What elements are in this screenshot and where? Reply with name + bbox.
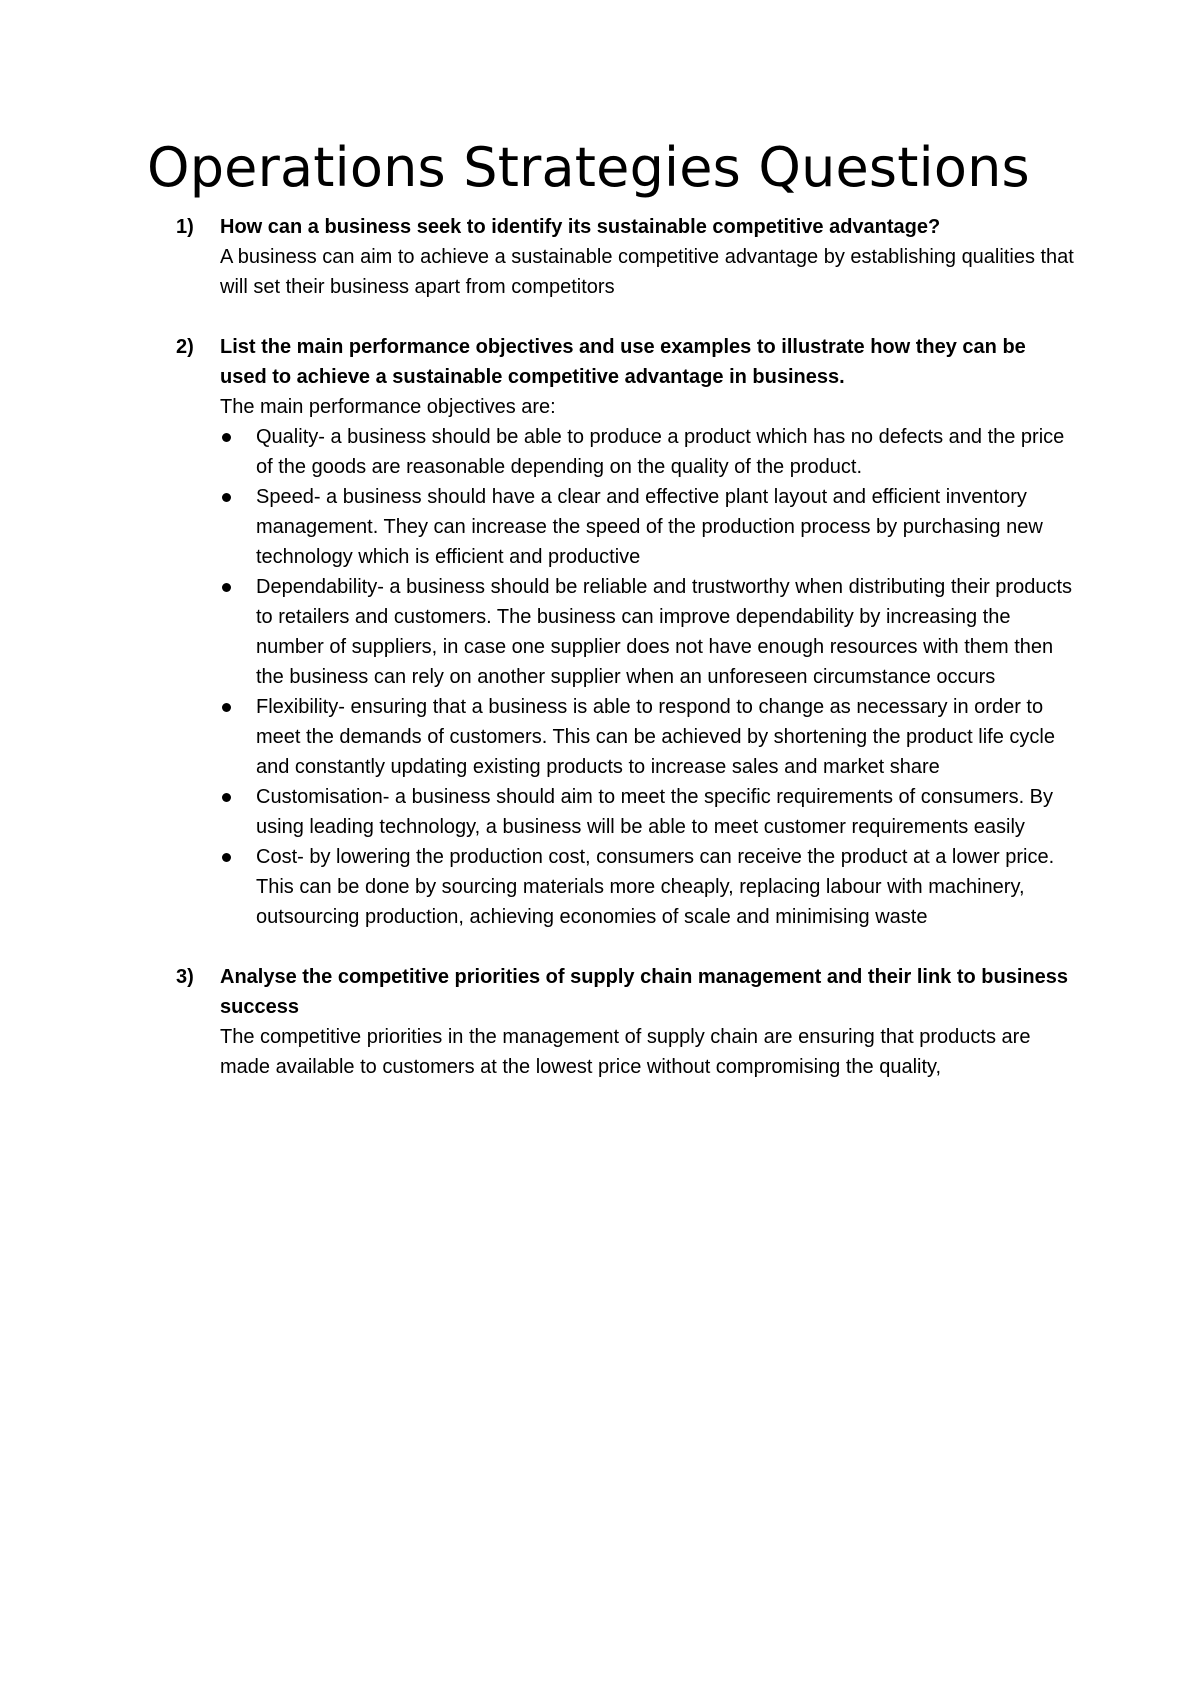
answer-text: The competitive priorities in the management of supply chain are ensuring that products are made available to customers at the lowest price without compromising the quality, [220, 1026, 1031, 1078]
bullet-icon [222, 433, 231, 442]
question-item-2 [176, 332, 1076, 932]
list-item-dependability [220, 572, 1076, 692]
list-item-quality [220, 422, 1076, 482]
question-number: 1) [176, 216, 194, 238]
question-number: 2) [176, 336, 194, 358]
list-item-speed [220, 482, 1076, 572]
bullet-icon [222, 793, 231, 802]
list-item-cost [220, 842, 1076, 932]
bullet-icon [222, 853, 231, 862]
page-title: Operations Strategies Questions [147, 136, 1030, 199]
bullet-icon [222, 703, 231, 712]
question-number: 3) [176, 966, 194, 988]
question-item-1 [176, 212, 1076, 302]
bullet-icon [222, 493, 231, 502]
question-text: Analyse the competitive priorities of supply chain management and their link to business success [220, 966, 1068, 1018]
list-item-flexibility [220, 692, 1076, 782]
question-list [176, 212, 1076, 1112]
question-item-3 [176, 962, 1076, 1082]
objectives-list [220, 422, 1076, 932]
answer-text: The main performance objectives are: [220, 396, 556, 418]
list-item-text: Flexibility- ensuring that a business is able to respond to change as necessary in order to meet the demands of customers. This can be achieved by shortening the product life cycle and constantly updating existing products to increase sales and market share [256, 696, 1055, 778]
list-item-text: Dependability- a business should be reliable and trustworthy when distributing their products to retailers and customers. The business can improve dependability by increasing the number of suppliers, in case one supplier does not have enough resources with them then the business can rely on another supplier when an unforeseen circumstance occurs [256, 576, 1073, 688]
bullet-icon [222, 583, 231, 592]
answer-text: A business can aim to achieve a sustainable competitive advantage by establishing qualities that will set their business apart from competitors [220, 246, 1074, 298]
question-text: How can a business seek to identify its sustainable competitive advantage? [220, 216, 941, 238]
list-item-customisation [220, 782, 1076, 842]
list-item-text: Quality- a business should be able to produce a product which has no defects and the price of the goods are reasonable depending on the quality of the product. [256, 426, 1065, 478]
question-text: List the main performance objectives and use examples to illustrate how they can be used to achieve a sustainable competitive advantage in business. [220, 336, 1026, 388]
list-item-text: Customisation- a business should aim to meet the specific requirements of consumers. By using leading technology, a business will be able to meet customer requirements easily [256, 786, 1054, 838]
list-item-text: Speed- a business should have a clear and effective plant layout and efficient inventory management. They can increase the speed of the production process by purchasing new technology which is efficient and productive [256, 486, 1043, 568]
list-item-text: Cost- by lowering the production cost, consumers can receive the product at a lower price. This can be done by sourcing materials more cheaply, replacing labour with machinery, outsourcing production, achieving economies of scale and minimising waste [256, 846, 1055, 928]
